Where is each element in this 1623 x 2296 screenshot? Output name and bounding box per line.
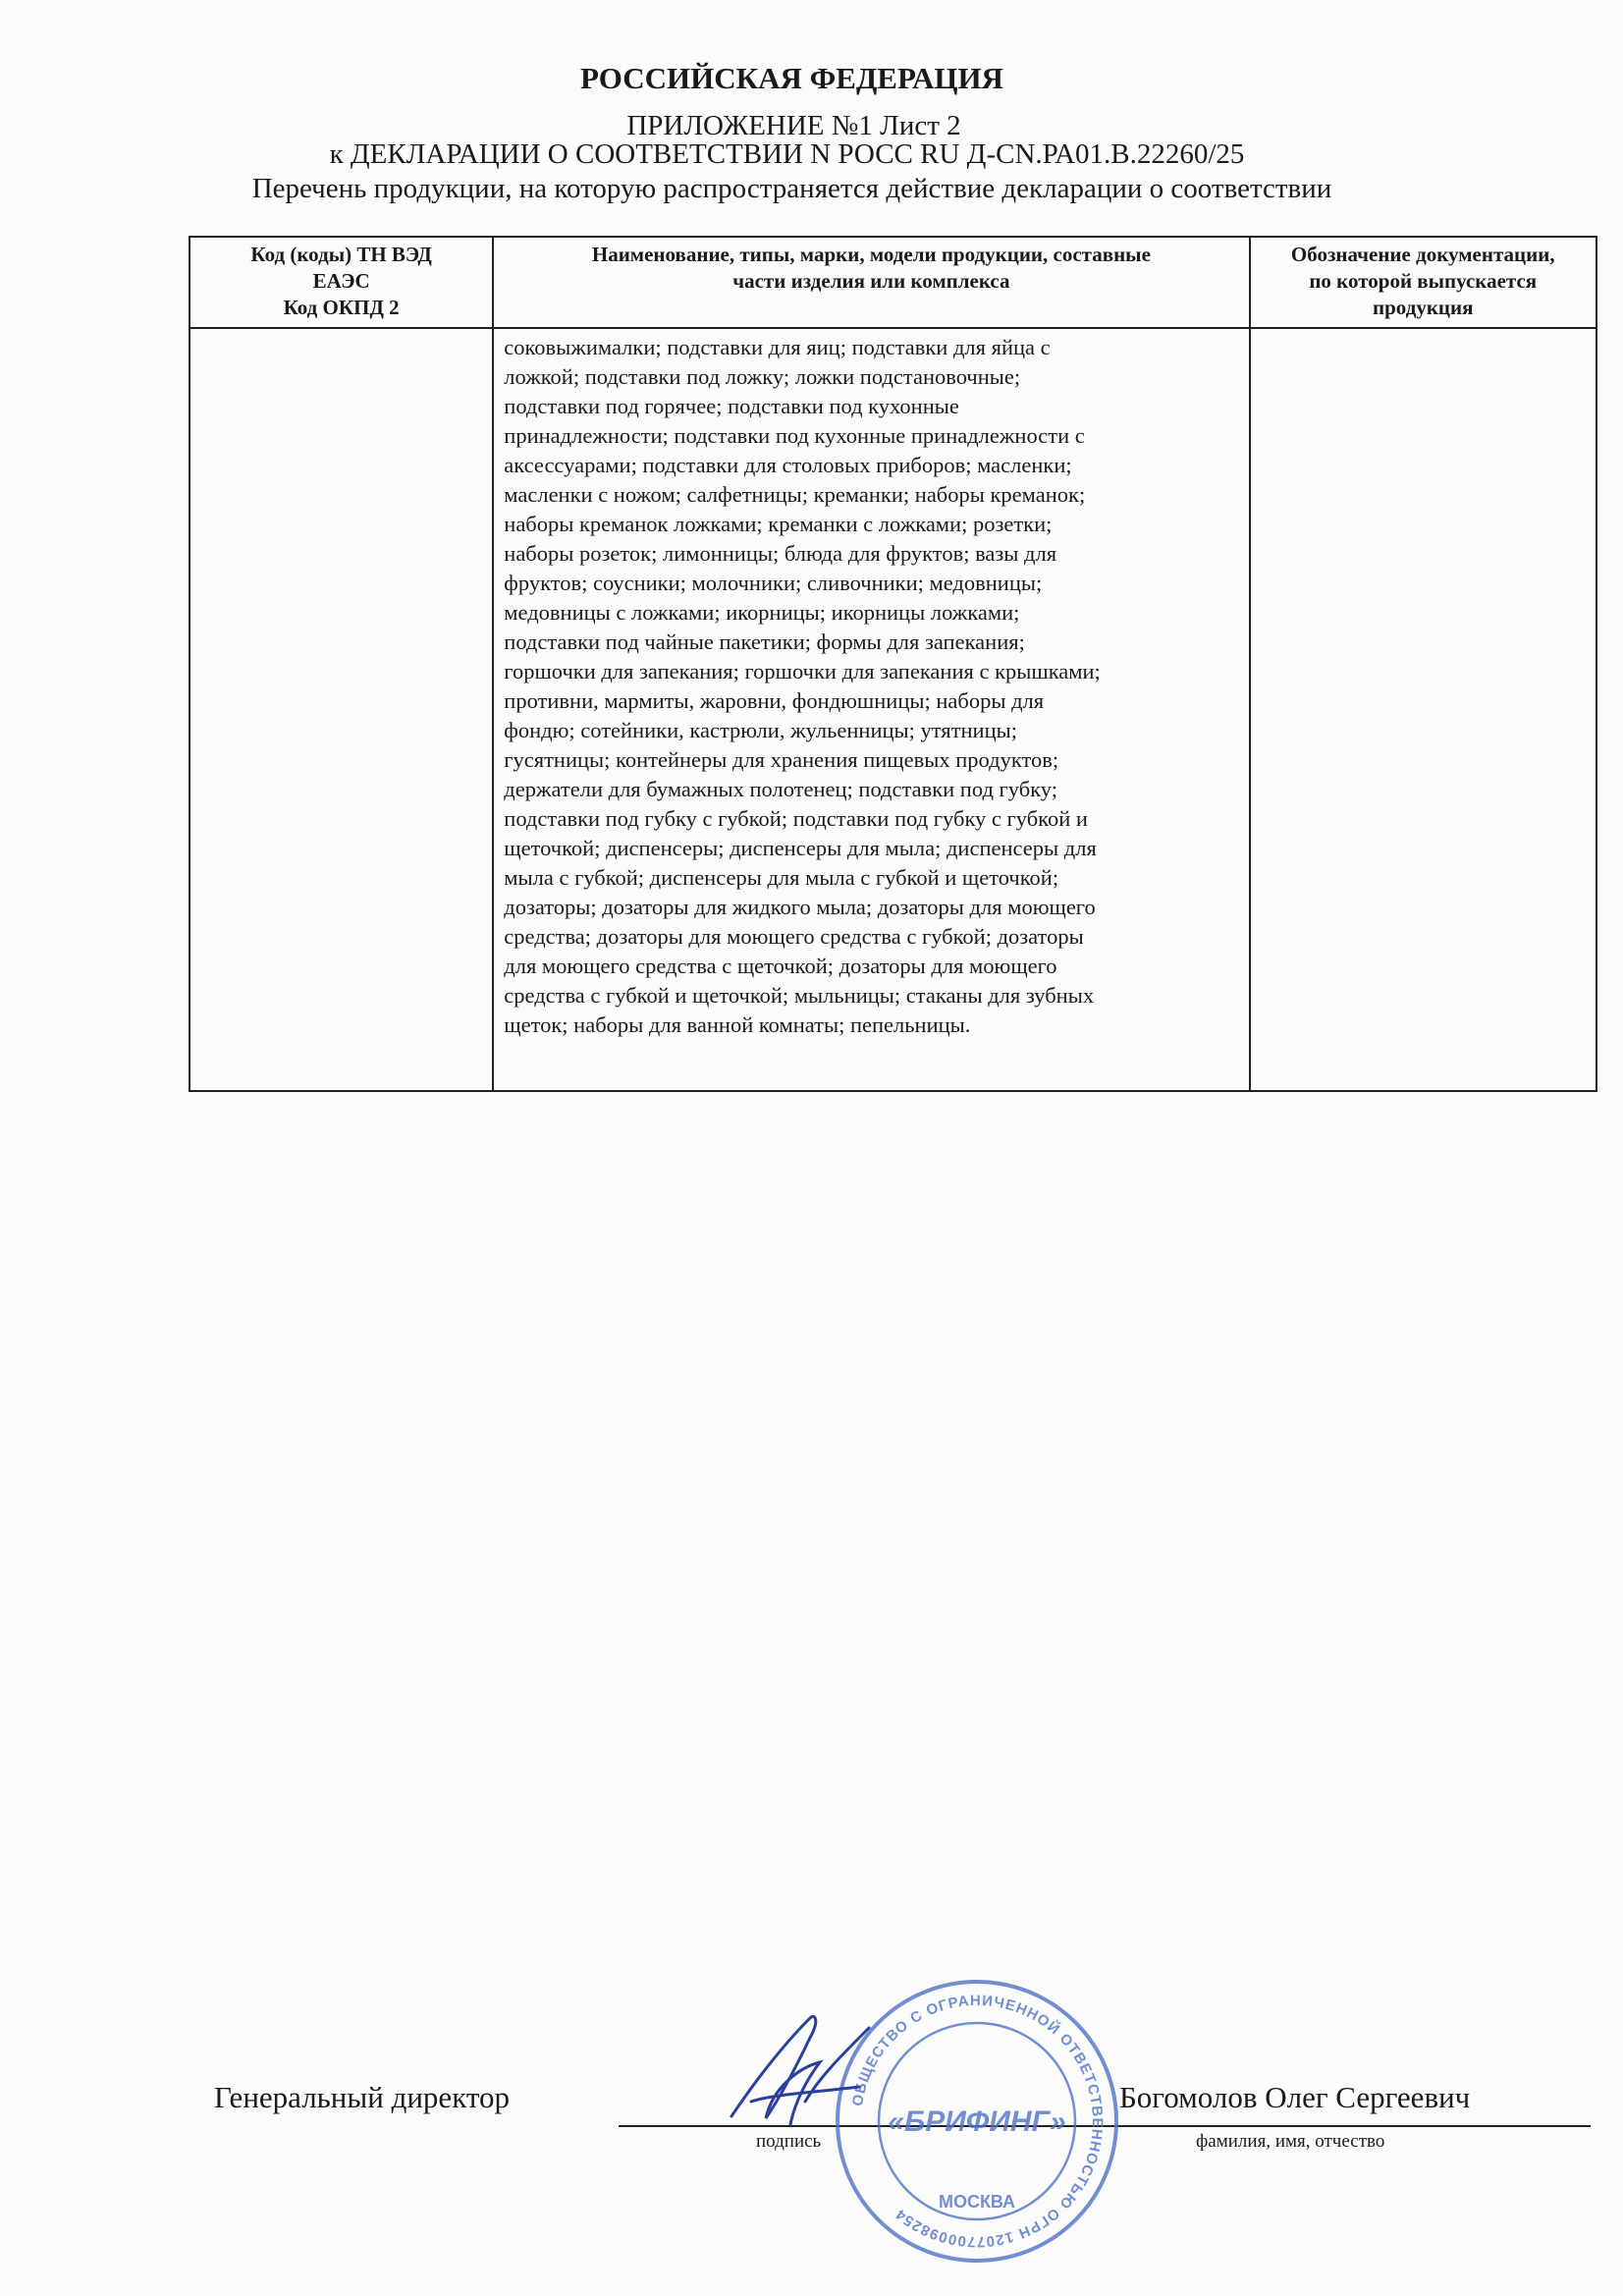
code-cell bbox=[189, 328, 493, 1091]
header-product-line: части изделия или комплекса bbox=[732, 269, 1010, 293]
product-line: подставки под чайные пакетики; формы для запекания; bbox=[504, 629, 1025, 654]
product-line: масленки с ножом; салфетницы; креманки; наборы креманок; bbox=[504, 482, 1086, 507]
header-product-name bbox=[493, 237, 1249, 328]
signatory-position: Генеральный директор bbox=[214, 2080, 510, 2114]
signature-label: подпись bbox=[756, 2131, 822, 2152]
product-line: горшочки для запекания; горшочки для запекания с крышками; bbox=[504, 659, 1101, 683]
product-line: держатели для бумажных полотенец; подставки под губку; bbox=[504, 777, 1057, 801]
product-line: гусятницы; контейнеры для хранения пищевых продуктов; bbox=[504, 747, 1059, 772]
header-code bbox=[189, 237, 493, 328]
product-line: ложкой; подставки под ложку; ложки подстановочные; bbox=[504, 364, 1021, 389]
product-line: средства; дозаторы для моющего средства с губкой; дозаторы bbox=[504, 924, 1084, 949]
product-line: наборы розеток; лимонницы; блюда для фруктов; вазы для bbox=[504, 541, 1057, 566]
product-line: дозаторы; дозаторы для жидкого мыла; дозаторы для моющего bbox=[504, 895, 1096, 919]
product-line: принадлежности; подставки под кухонные принадлежности с bbox=[504, 423, 1085, 448]
product-line: для моющего средства с щеточкой; дозаторы для моющего bbox=[504, 954, 1057, 978]
stamp-center-text: «БРИФИНГ» bbox=[888, 2105, 1066, 2138]
handwritten-signature bbox=[712, 2008, 879, 2136]
products-cell bbox=[493, 328, 1249, 1091]
table-row bbox=[189, 328, 1596, 1091]
signatory-name: Богомолов Олег Сергеевич bbox=[1119, 2080, 1471, 2114]
product-line: соковыжималки; подставки для яиц; подставки для яйца с bbox=[504, 335, 1051, 359]
header-product-line: Наименование, типы, марки, модели продукции, составные bbox=[591, 243, 1151, 266]
stamp-city-text: МОСКВА bbox=[938, 2192, 1016, 2212]
product-line: аксессуарами; подставки для столовых приборов; масленки; bbox=[504, 453, 1072, 477]
product-line: подставки под губку с губкой; подставки под губку с губкой и bbox=[504, 806, 1088, 831]
product-line: противни, мармиты, жаровни, фондюшницы; наборы для bbox=[504, 688, 1045, 713]
declaration-number: к ДЕКЛАРАЦИИ О СООТВЕТСТВИИ N РОСС RU Д-CN.РА01.В.22260/25 bbox=[329, 138, 1245, 170]
products-list bbox=[494, 329, 1248, 1040]
product-line: наборы креманок ложками; креманки с ложками; розетки; bbox=[504, 512, 1053, 536]
header-code-line: ЕАЭС bbox=[312, 269, 370, 293]
product-line: фондю; сотейники, кастрюли, жульенницы; утятницы; bbox=[504, 718, 1017, 742]
header-doc-line: по которой выпускается bbox=[1309, 269, 1538, 293]
table-header-row bbox=[189, 237, 1596, 328]
list-title: Перечень продукции, на которую распространяется действие декларации о соответствии bbox=[251, 173, 1332, 204]
product-line: щеток; наборы для ванной комнаты; пепельницы. bbox=[504, 1012, 971, 1037]
product-line: подставки под горячее; подставки под кухонные bbox=[504, 394, 959, 418]
annex-title: ПРИЛОЖЕНИЕ №1 Лист 2 bbox=[626, 110, 961, 141]
products-table bbox=[189, 236, 1597, 1092]
header-code-line: Код (коды) ТН ВЭД bbox=[250, 243, 432, 266]
product-line: мыла с губкой; диспенсеры для мыла с губкой и щеточкой; bbox=[504, 865, 1059, 890]
country-title: РОССИЙСКАЯ ФЕДЕРАЦИЯ bbox=[580, 61, 1003, 95]
product-line: медовницы с ложками; икорницы; икорницы ложками; bbox=[504, 600, 1020, 625]
product-line: фруктов; соусники; молочники; сливочники; медовницы; bbox=[504, 571, 1043, 595]
product-line: щеточкой; диспенсеры; диспенсеры для мыла; диспенсеры для bbox=[504, 836, 1097, 860]
documentation-cell bbox=[1250, 328, 1597, 1091]
header-doc-line: Обозначение документации, bbox=[1290, 243, 1555, 266]
stamp-ring-text: ОБЩЕСТВО С ОГРАНИЧЕННОЙ ОТВЕТСТВЕННОСТЬЮ ОГРН 1207700098254 bbox=[848, 1992, 1107, 2251]
header-documentation bbox=[1250, 237, 1597, 328]
full-name-label: фамилия, имя, отчество bbox=[1196, 2131, 1385, 2152]
product-line: средства с губкой и щеточкой; мыльницы; стаканы для зубных bbox=[504, 983, 1095, 1008]
header-doc-line: продукция bbox=[1373, 296, 1474, 319]
header-code-line: Код ОКПД 2 bbox=[283, 296, 400, 319]
